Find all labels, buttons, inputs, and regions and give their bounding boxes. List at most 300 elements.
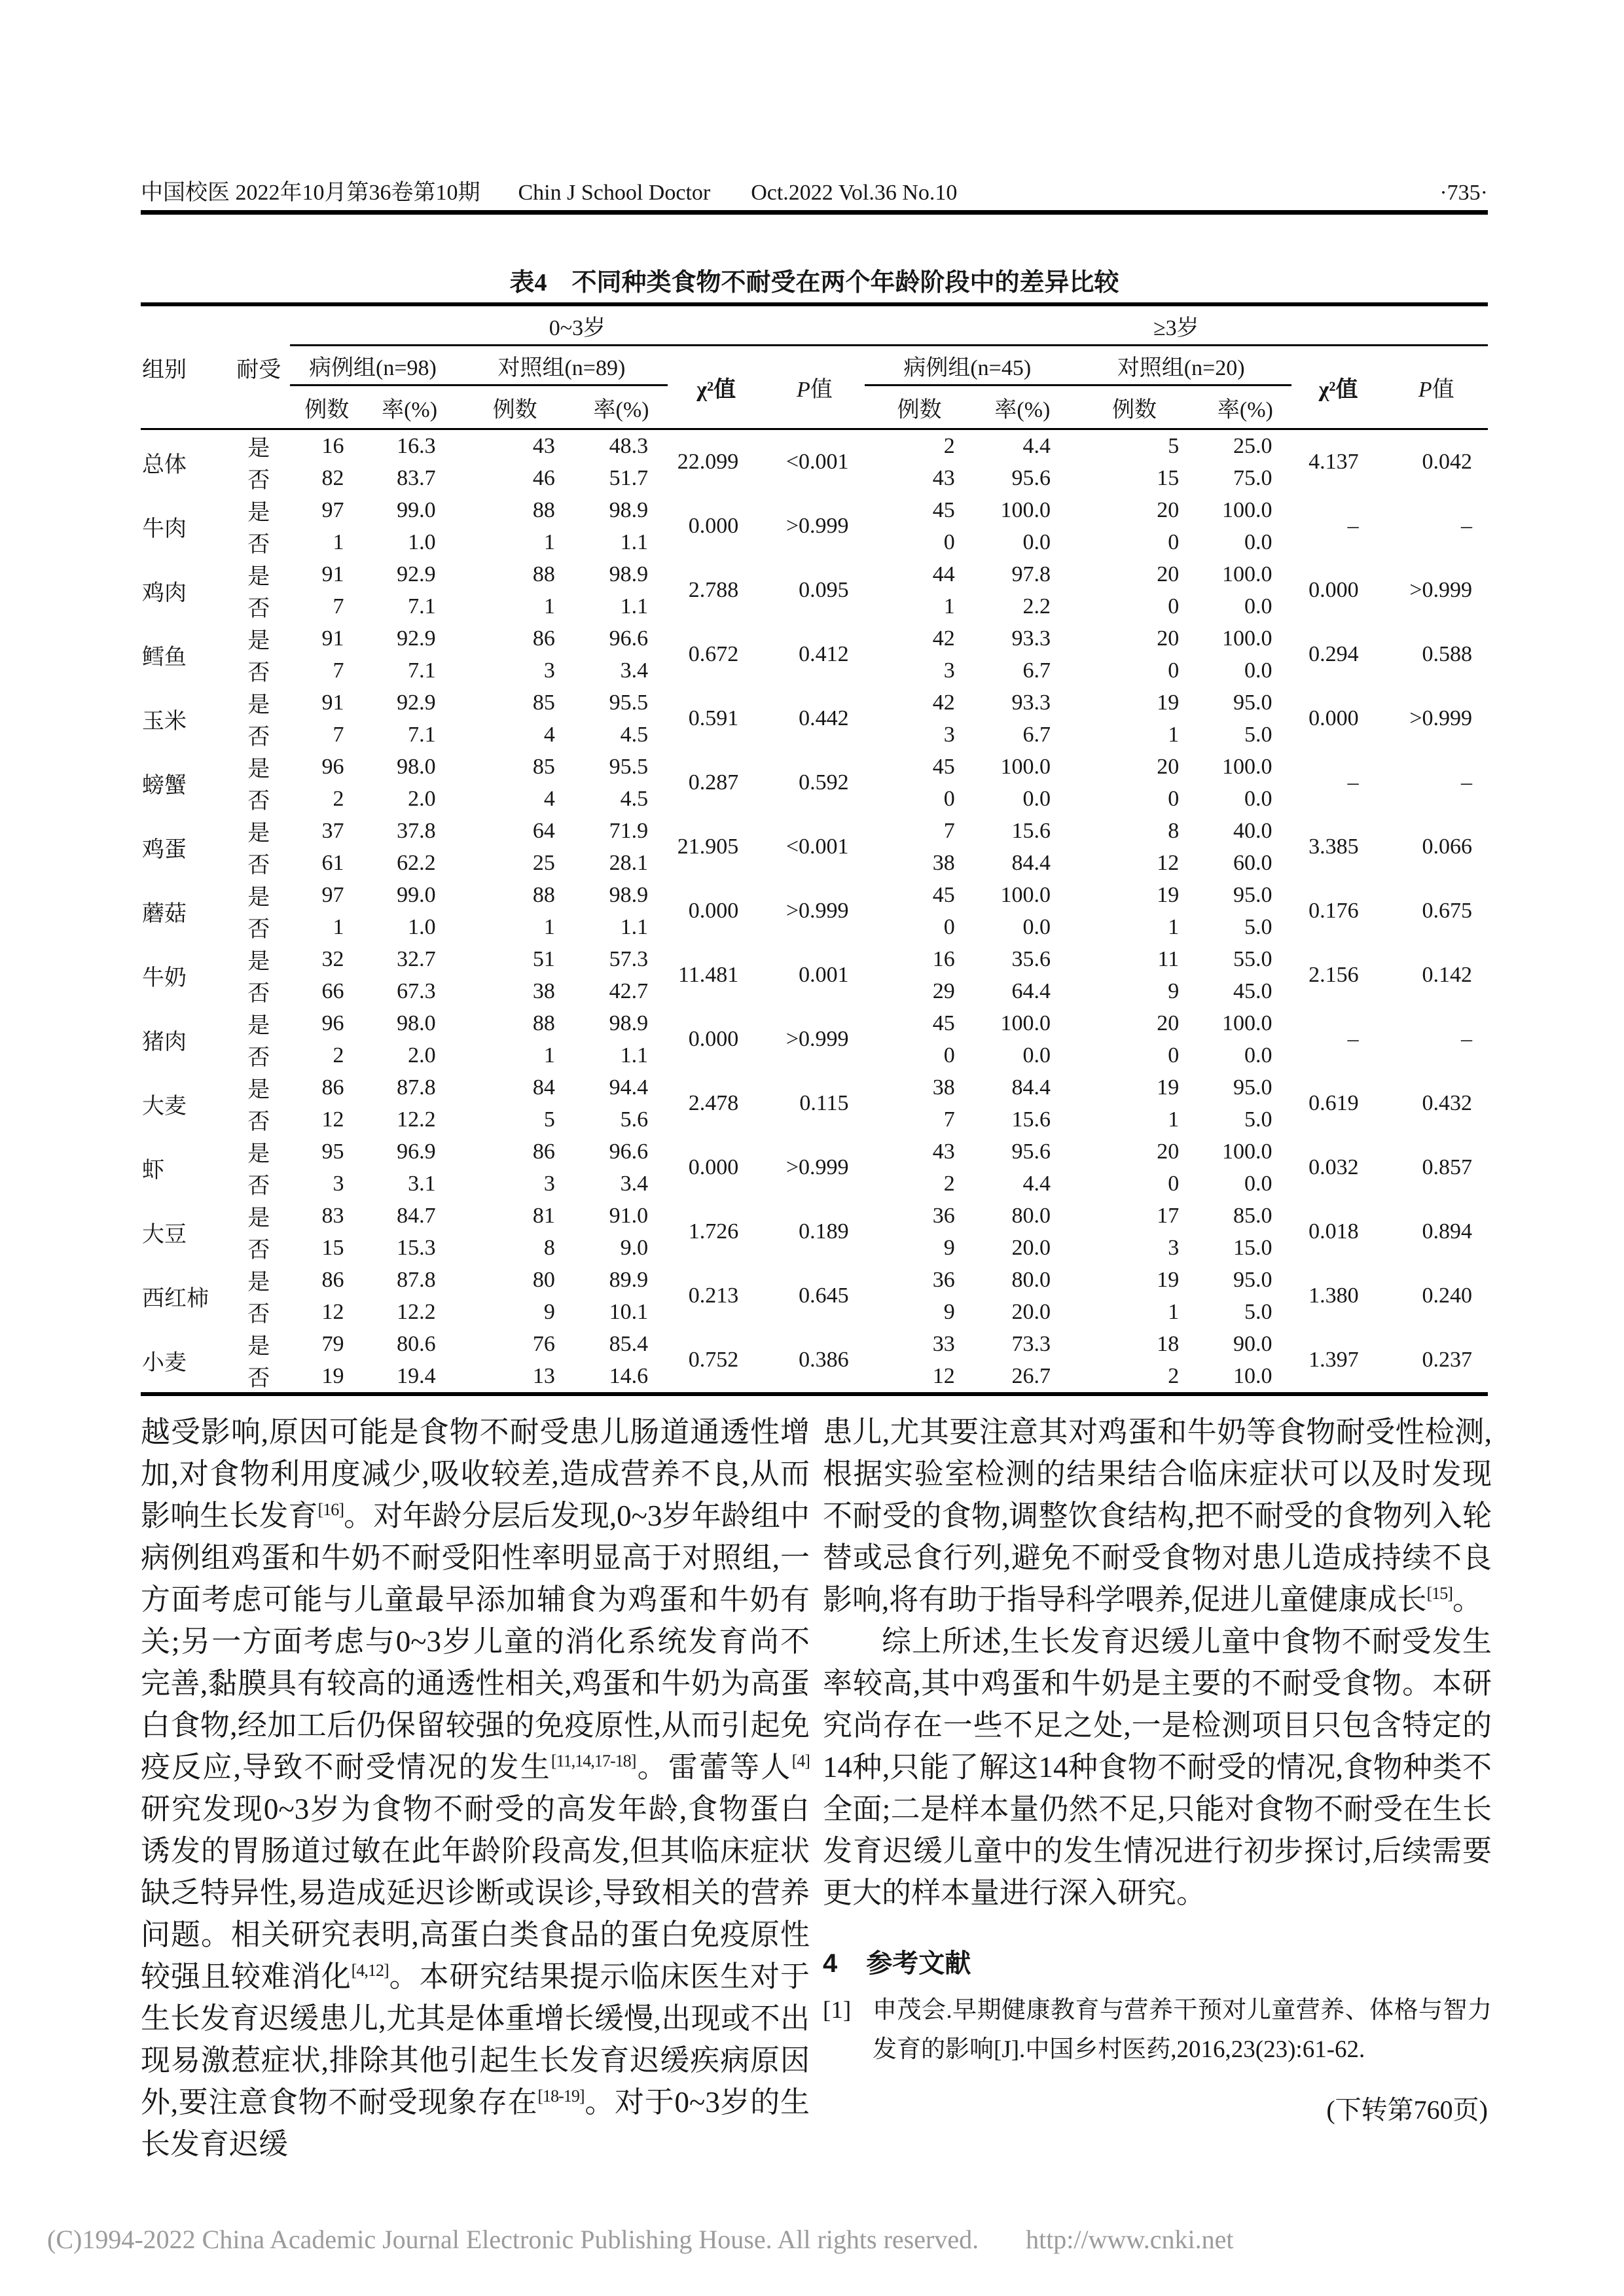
cell-value: 0 — [1168, 594, 1180, 619]
cell-value: 36 — [932, 1267, 955, 1292]
cell-value: 0 — [943, 1043, 955, 1067]
cell-value: 80.0 — [1011, 1267, 1051, 1292]
cell-value: 99.0 — [397, 882, 436, 907]
cell-value: 100.0 — [1221, 497, 1272, 522]
th-cases: 例数 — [290, 386, 363, 429]
cell-value: 95.5 — [609, 690, 649, 715]
cell-value: 1.1 — [620, 1043, 649, 1067]
cell-food: 大麦 — [142, 1094, 187, 1119]
cell-value: 2 — [1168, 1363, 1180, 1388]
cell-value: 43 — [932, 465, 955, 490]
th-case-right: 病例组(n=45) — [865, 346, 1070, 386]
cell-food: 西红柿 — [142, 1286, 209, 1311]
cell-value: 43 — [532, 433, 555, 458]
cell-value: 19 — [1157, 690, 1180, 715]
page-number: ·735· — [1439, 181, 1488, 205]
cell-value: 19 — [1157, 1075, 1180, 1100]
cell-value: 1 — [943, 594, 955, 619]
cell-value: 100.0 — [1221, 1011, 1272, 1035]
cell-chi-right: 0.176 — [1308, 899, 1359, 923]
cell-value: 16.3 — [397, 433, 436, 458]
cell-p-right: – — [1461, 514, 1472, 538]
cell-value: 29 — [932, 978, 955, 1003]
th-rate: 率(%) — [575, 386, 668, 429]
cell-p-right: 0.066 — [1422, 834, 1472, 859]
cell-value: 80.0 — [1011, 1203, 1051, 1228]
cell-value: 95.0 — [1233, 882, 1272, 907]
cell-value: 91 — [321, 562, 344, 586]
cell-value: 4.5 — [620, 722, 649, 747]
cell-value: 92.9 — [397, 626, 436, 651]
cell-value: 0.0 — [1022, 914, 1051, 939]
body-left-column — [141, 1411, 810, 2165]
cell-value: 3 — [333, 1171, 344, 1196]
cell-tolerance: 否 — [247, 533, 270, 557]
cell-value: 66 — [321, 978, 344, 1003]
th-age-left: 0~3岁 — [290, 304, 864, 346]
table-head — [141, 304, 1488, 429]
cell-value: 44 — [932, 562, 955, 586]
cell-value: 33 — [932, 1331, 955, 1356]
cell-tolerance: 是 — [247, 886, 270, 910]
cell-value: 15 — [1157, 465, 1180, 490]
cell-value: 2.0 — [408, 1043, 436, 1067]
body-right-column — [823, 1411, 1492, 2131]
cell-value: 16 — [932, 946, 955, 971]
cell-chi-left: 0.287 — [688, 770, 739, 795]
cell-p-right: >0.999 — [1409, 578, 1472, 602]
cell-value: 67.3 — [397, 978, 436, 1003]
cell-value: 45 — [932, 754, 955, 779]
cell-value: 1 — [543, 529, 555, 554]
cell-value: 4 — [543, 722, 555, 747]
cell-value: 88 — [532, 882, 555, 907]
cell-tolerance: 否 — [247, 982, 270, 1006]
cell-food: 牛肉 — [142, 516, 187, 541]
cell-value: 42.7 — [609, 978, 649, 1003]
cell-tolerance: 否 — [247, 1110, 270, 1134]
cell-value: 92.9 — [397, 690, 436, 715]
cell-p-left: 0.115 — [799, 1091, 849, 1115]
cell-chi-left: 0.000 — [688, 514, 739, 538]
cell-chi-right: 0.032 — [1308, 1155, 1359, 1179]
table-row — [141, 879, 1488, 911]
cell-tolerance: 是 — [247, 1014, 270, 1038]
cell-tolerance: 是 — [247, 693, 270, 717]
th-cases: 例数 — [865, 386, 975, 429]
cell-tolerance: 是 — [247, 501, 270, 525]
cell-value: 20.0 — [1011, 1299, 1051, 1324]
cell-tolerance: 是 — [247, 1142, 270, 1166]
journal-title-cn: 中国校医 2022年10月第36卷第10期 — [141, 181, 480, 205]
cell-value: 0 — [1168, 529, 1180, 554]
th-cases: 例数 — [456, 386, 575, 429]
cell-value: 45 — [932, 497, 955, 522]
journal-issue: Oct.2022 Vol.36 No.10 — [751, 181, 958, 205]
th-tolerance: 耐受 — [227, 304, 290, 429]
cell-value: 93.3 — [1011, 626, 1051, 651]
cell-value: 85 — [532, 754, 555, 779]
cell-value: 7 — [333, 722, 344, 747]
references-heading-label: 参考文献 — [866, 1949, 971, 1978]
cell-value: 46 — [532, 465, 555, 490]
table-row — [141, 687, 1488, 719]
table-head-row-groups — [141, 346, 1488, 386]
cell-value: 12.2 — [397, 1299, 436, 1324]
cell-value: 5 — [1168, 433, 1180, 458]
ref-superscript: [11,14,17-18] — [550, 1751, 636, 1770]
cell-p-right: 0.432 — [1422, 1091, 1472, 1115]
cell-value: 96 — [321, 1011, 344, 1035]
references-heading-number: 4 — [823, 1949, 838, 1978]
cell-tolerance: 否 — [247, 725, 270, 749]
cell-value: 87.8 — [397, 1075, 436, 1100]
cell-value: 7.1 — [408, 594, 436, 619]
body-paragraph: 患儿,尤其要注意其对鸡蛋和牛奶等食物耐受性检测,根据实验室检测的结果结合临床症状可以及时发现不耐受的食物,调整饮食结构,把不耐受的食物列入轮替或忌食行列,避免不耐受食物对患儿造成持续不良影响,将有助于指导科学喂养,促进儿童健康成长[15]。 — [823, 1416, 1492, 1616]
cell-value: 8 — [1168, 818, 1180, 843]
th-rate: 率(%) — [1199, 386, 1291, 429]
cell-value: 93.3 — [1011, 690, 1051, 715]
cell-value: 5.0 — [1244, 722, 1272, 747]
cell-tolerance: 否 — [247, 597, 270, 621]
cell-value: 97.8 — [1011, 562, 1051, 586]
cell-value: 95.5 — [609, 754, 649, 779]
th-p-right: P值 — [1385, 346, 1488, 429]
cell-p-right: 0.588 — [1422, 642, 1472, 666]
cell-p-left: 0.412 — [799, 642, 849, 666]
cell-tolerance: 否 — [247, 1367, 270, 1391]
cell-value: 0.0 — [1244, 658, 1272, 683]
cell-value: 0 — [1168, 1043, 1180, 1067]
cell-value: 96.6 — [609, 626, 649, 651]
cell-chi-left: 0.672 — [688, 642, 739, 666]
cell-chi-right: 1.397 — [1308, 1348, 1359, 1372]
cell-value: 86 — [321, 1267, 344, 1292]
references-heading — [823, 1943, 1492, 1984]
cell-value: 1 — [333, 914, 344, 939]
cell-value: 88 — [532, 497, 555, 522]
table-row — [141, 494, 1488, 526]
cell-p-right: 0.240 — [1422, 1283, 1472, 1308]
journal-header — [141, 174, 1488, 206]
cell-value: 1.1 — [620, 529, 649, 554]
cell-value: 98.9 — [609, 1011, 649, 1035]
cell-value: 6.7 — [1022, 658, 1051, 683]
cell-tolerance: 是 — [247, 1078, 270, 1102]
cell-value: 96 — [321, 754, 344, 779]
cell-value: 7 — [943, 1107, 955, 1132]
ref-superscript: [16] — [317, 1500, 344, 1519]
cell-p-left: >0.999 — [785, 899, 849, 923]
cell-value: 51.7 — [609, 465, 649, 490]
cell-p-left: >0.999 — [785, 1155, 849, 1179]
header-rule — [141, 210, 1488, 215]
cell-value: 3.4 — [620, 1171, 649, 1196]
cell-value: 3 — [1168, 1235, 1180, 1260]
cell-chi-left: 0.000 — [688, 899, 739, 923]
cell-value: 91.0 — [609, 1203, 649, 1228]
cell-value: 5 — [543, 1107, 555, 1132]
cell-p-right: 0.042 — [1422, 450, 1472, 474]
cell-value: 38 — [532, 978, 555, 1003]
table-row — [141, 558, 1488, 590]
cell-value: 3.1 — [408, 1171, 436, 1196]
cell-value: 89.9 — [609, 1267, 649, 1292]
cell-value: 81 — [532, 1203, 555, 1228]
cell-value: 45.0 — [1233, 978, 1272, 1003]
cell-value: 85.0 — [1233, 1203, 1272, 1228]
cell-tolerance: 否 — [247, 1046, 270, 1070]
table-row — [141, 943, 1488, 975]
cell-p-left: 0.592 — [799, 770, 849, 795]
cell-value: 12 — [321, 1107, 344, 1132]
cell-value: 9 — [1168, 978, 1180, 1003]
cell-value: 75.0 — [1233, 465, 1272, 490]
cell-value: 9 — [943, 1235, 955, 1260]
cell-chi-left: 0.213 — [688, 1283, 739, 1308]
cell-value: 100.0 — [1221, 626, 1272, 651]
th-control-right: 对照组(n=20) — [1070, 346, 1291, 386]
cell-value: 7.1 — [408, 658, 436, 683]
cell-value: 5.0 — [1244, 914, 1272, 939]
cell-value: 7 — [943, 818, 955, 843]
cell-value: 19 — [1157, 1267, 1180, 1292]
ref-superscript: [4,12] — [351, 1961, 389, 1980]
cell-tolerance: 是 — [247, 950, 270, 974]
cell-value: 0.0 — [1244, 786, 1272, 811]
cell-tolerance: 否 — [247, 853, 270, 878]
footer-url: http://www.cnki.net — [1026, 2225, 1234, 2254]
cell-tolerance: 是 — [247, 1335, 270, 1359]
cell-value: 55.0 — [1233, 946, 1272, 971]
cell-value: 20 — [1157, 754, 1180, 779]
cell-value: 5.0 — [1244, 1299, 1272, 1324]
cell-food: 鸡肉 — [142, 581, 187, 605]
cell-value: 20 — [1157, 1139, 1180, 1164]
cell-p-right: 0.675 — [1422, 899, 1472, 923]
cell-chi-left: 21.905 — [677, 834, 739, 859]
cell-chi-right: 0.294 — [1308, 642, 1359, 666]
cell-value: 48.3 — [609, 433, 649, 458]
cell-tolerance: 否 — [247, 789, 270, 814]
cell-value: 1 — [543, 1043, 555, 1067]
cell-chi-left: 1.726 — [688, 1219, 739, 1244]
cell-value: 1 — [543, 914, 555, 939]
cell-value: 3 — [543, 658, 555, 683]
cell-tolerance: 是 — [247, 1270, 270, 1295]
cell-p-left: <0.001 — [785, 834, 849, 859]
cell-p-left: >0.999 — [785, 1027, 849, 1051]
cell-value: 0.0 — [1022, 1043, 1051, 1067]
cell-value: 0.0 — [1244, 594, 1272, 619]
reference-item — [823, 1991, 1492, 2070]
cell-p-left: 0.645 — [799, 1283, 849, 1308]
cell-tolerance: 是 — [247, 757, 270, 781]
cell-value: 0 — [943, 786, 955, 811]
cell-value: 26.7 — [1011, 1363, 1051, 1388]
cell-food: 总体 — [142, 452, 187, 477]
table-row — [141, 1136, 1488, 1168]
cell-value: 1 — [543, 594, 555, 619]
th-rate: 率(%) — [975, 386, 1070, 429]
cell-chi-right: – — [1347, 1027, 1359, 1051]
cell-value: 25 — [532, 850, 555, 875]
cell-value: 9.0 — [620, 1235, 649, 1260]
cell-tolerance: 否 — [247, 661, 270, 685]
cell-food: 大豆 — [142, 1222, 187, 1247]
cell-value: 10.0 — [1233, 1363, 1272, 1388]
cell-chi-right: 0.000 — [1308, 578, 1359, 602]
cell-value: 2 — [333, 786, 344, 811]
cell-value: 45 — [932, 882, 955, 907]
cell-chi-left: 0.752 — [688, 1348, 739, 1372]
cell-p-left: 0.442 — [799, 706, 849, 730]
table-row — [141, 1264, 1488, 1296]
cell-value: 97 — [321, 497, 344, 522]
cell-value: 86 — [532, 626, 555, 651]
cell-value: 4 — [543, 786, 555, 811]
cell-food: 玉米 — [142, 709, 187, 734]
cell-value: 15.6 — [1011, 1107, 1051, 1132]
cell-tolerance: 是 — [247, 565, 270, 589]
cell-value: 100.0 — [1221, 562, 1272, 586]
th-chi-left: χ²值 — [668, 346, 765, 429]
cell-value: 83.7 — [397, 465, 436, 490]
cell-chi-left: 0.000 — [688, 1027, 739, 1051]
cell-value: 73.3 — [1011, 1331, 1051, 1356]
cell-p-right: 0.894 — [1422, 1219, 1472, 1244]
cell-chi-right: 0.018 — [1308, 1219, 1359, 1244]
th-case-left: 病例组(n=98) — [290, 346, 455, 386]
cell-value: 6.7 — [1022, 722, 1051, 747]
table-head-row-span — [141, 304, 1488, 346]
cell-value: 0 — [943, 914, 955, 939]
cell-value: 35.6 — [1011, 946, 1051, 971]
cell-tolerance: 是 — [247, 437, 270, 461]
cell-chi-left: 0.000 — [688, 1155, 739, 1179]
cell-chi-right: 3.385 — [1308, 834, 1359, 859]
cell-value: 100.0 — [1000, 754, 1051, 779]
cell-value: 15.0 — [1233, 1235, 1272, 1260]
cell-value: 38 — [932, 1075, 955, 1100]
cell-value: 19.4 — [397, 1363, 436, 1388]
cell-chi-left: 11.481 — [678, 963, 739, 987]
cell-value: 95.6 — [1011, 1139, 1051, 1164]
cell-value: 80.6 — [397, 1331, 436, 1356]
cell-value: 2.2 — [1022, 594, 1051, 619]
cell-value: 2 — [333, 1043, 344, 1067]
cell-p-left: 0.001 — [799, 963, 849, 987]
cell-tolerance: 否 — [247, 918, 270, 942]
cell-value: 1.0 — [408, 914, 436, 939]
cell-value: 2.0 — [408, 786, 436, 811]
th-p-left: P值 — [765, 346, 864, 429]
th-rate: 率(%) — [363, 386, 455, 429]
cell-value: 71.9 — [609, 818, 649, 843]
cell-value: 84.7 — [397, 1203, 436, 1228]
cell-value: 3 — [943, 658, 955, 683]
cell-value: 7 — [333, 594, 344, 619]
cell-value: 12 — [932, 1363, 955, 1388]
cell-value: 98.0 — [397, 1011, 436, 1035]
cell-tolerance: 否 — [247, 1174, 270, 1198]
cell-food: 鳕鱼 — [142, 645, 187, 670]
cell-value: 62.2 — [397, 850, 436, 875]
cell-value: 88 — [532, 562, 555, 586]
table-body — [141, 429, 1488, 1395]
cell-value: 7.1 — [408, 722, 436, 747]
cell-value: 15 — [321, 1235, 344, 1260]
cell-value: 94.4 — [609, 1075, 649, 1100]
cell-value: 91 — [321, 626, 344, 651]
cell-p-left: >0.999 — [785, 514, 849, 538]
cell-value: 1.0 — [408, 529, 436, 554]
cell-value: 87.8 — [397, 1267, 436, 1292]
cell-chi-right: 4.137 — [1308, 450, 1359, 474]
cell-tolerance: 是 — [247, 821, 270, 846]
cell-value: 100.0 — [1221, 1139, 1272, 1164]
cell-value: 100.0 — [1000, 497, 1051, 522]
cell-value: 37.8 — [397, 818, 436, 843]
cell-p-left: 0.386 — [799, 1348, 849, 1372]
table-row — [141, 1071, 1488, 1103]
cell-value: 95.0 — [1233, 1075, 1272, 1100]
cell-p-left: 0.189 — [799, 1219, 849, 1244]
cell-value: 36 — [932, 1203, 955, 1228]
cell-value: 0 — [1168, 658, 1180, 683]
cell-value: 95.6 — [1011, 465, 1051, 490]
cell-value: 98.9 — [609, 497, 649, 522]
ref-superscript: [18-19] — [537, 2087, 585, 2106]
cell-value: 90.0 — [1233, 1331, 1272, 1356]
th-group: 组别 — [141, 304, 227, 429]
cell-value: 0 — [943, 529, 955, 554]
cell-value: 42 — [932, 626, 955, 651]
cell-value: 1.1 — [620, 914, 649, 939]
table-row — [141, 1200, 1488, 1232]
ref-superscript: [15] — [1426, 1584, 1453, 1603]
cell-chi-left: 2.478 — [688, 1091, 739, 1115]
cell-p-right: – — [1461, 770, 1472, 795]
cell-value: 20 — [1157, 562, 1180, 586]
cell-value: 0 — [1168, 786, 1180, 811]
cell-value: 4.5 — [620, 786, 649, 811]
cell-value: 45 — [932, 1011, 955, 1035]
cell-p-left: <0.001 — [785, 450, 849, 474]
cell-value: 100.0 — [1000, 1011, 1051, 1035]
cell-p-left: 0.095 — [799, 578, 849, 602]
cell-value: 80 — [532, 1267, 555, 1292]
cell-value: 15.6 — [1011, 818, 1051, 843]
cell-value: 61 — [321, 850, 344, 875]
cell-value: 79 — [321, 1331, 344, 1356]
cell-food: 螃蟹 — [142, 773, 187, 798]
cell-value: 60.0 — [1233, 850, 1272, 875]
continuation-note: (下转第760页) — [1326, 2095, 1488, 2125]
cell-value: 19 — [1157, 882, 1180, 907]
cell-value: 2 — [943, 1171, 955, 1196]
cell-value: 12.2 — [397, 1107, 436, 1132]
cell-chi-left: 22.099 — [677, 450, 739, 474]
cell-value: 85.4 — [609, 1331, 649, 1356]
cell-value: 19 — [321, 1363, 344, 1388]
cell-value: 95.0 — [1233, 690, 1272, 715]
table-row — [141, 429, 1488, 463]
cell-value: 86 — [321, 1075, 344, 1100]
cell-value: 4.4 — [1022, 1171, 1051, 1196]
th-chi-right: χ²值 — [1291, 346, 1384, 429]
cell-value: 88 — [532, 1011, 555, 1035]
